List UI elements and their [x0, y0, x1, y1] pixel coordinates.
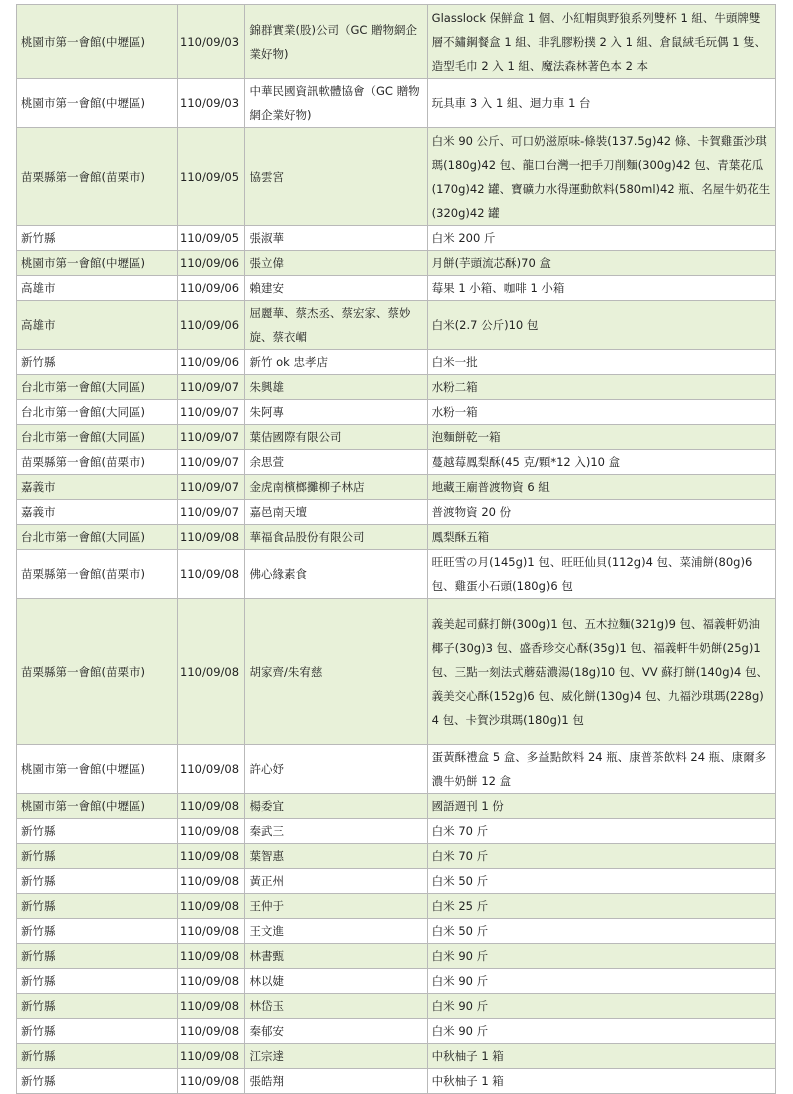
branch-cell: 新竹縣 — [17, 994, 178, 1019]
date-cell: 110/09/08 — [178, 994, 245, 1019]
items-cell: 白米 70 斤 — [427, 819, 775, 844]
donor-cell: 協雲宮 — [245, 128, 427, 226]
items-cell: 白米 200 斤 — [427, 226, 775, 251]
table-row — [17, 919, 776, 944]
items-cell: 泡麵餅乾一箱 — [427, 425, 775, 450]
items-cell: 義美起司蘇打餅(300g)1 包、五木拉麵(321g)9 包、福義軒奶油椰子(30g)3 包、盛香珍交心酥(35g)1 包、福義軒牛奶餅(25g)1 包、三點一刻法式蘑菇濃湯(18g)10 包、VV 蘇打餅(140g)4 包、義美交心酥(152g)6 包、威化餅(130g)4 包、九福沙琪瑪(228g)4 包、卡賀沙琪瑪(180g)1 包 — [427, 599, 775, 745]
table-row — [17, 599, 776, 745]
items-cell: 蛋黃酥禮盒 5 盒、多益點飲料 24 瓶、康普茶飲料 24 瓶、康爾多濃牛奶餅 12 盒 — [427, 745, 775, 794]
date-cell: 110/09/08 — [178, 969, 245, 994]
branch-cell: 新竹縣 — [17, 894, 178, 919]
branch-cell: 桃園市第一會館(中壢區) — [17, 251, 178, 276]
donor-cell: 葉智惠 — [245, 844, 427, 869]
table-row — [17, 350, 776, 375]
branch-cell: 台北市第一會館(大同區) — [17, 400, 178, 425]
date-cell: 110/09/07 — [178, 500, 245, 525]
date-cell: 110/09/08 — [178, 944, 245, 969]
table-row — [17, 1044, 776, 1069]
donor-cell: 秦武三 — [245, 819, 427, 844]
date-cell: 110/09/03 — [178, 79, 245, 128]
donor-cell: 楊委宜 — [245, 794, 427, 819]
date-cell: 110/09/08 — [178, 525, 245, 550]
date-cell: 110/09/07 — [178, 450, 245, 475]
branch-cell: 台北市第一會館(大同區) — [17, 375, 178, 400]
table-row — [17, 226, 776, 251]
donor-cell: 江宗達 — [245, 1044, 427, 1069]
branch-cell: 新竹縣 — [17, 844, 178, 869]
donor-cell: 朱阿專 — [245, 400, 427, 425]
table-row — [17, 745, 776, 794]
donor-cell: 余思萱 — [245, 450, 427, 475]
items-cell: 國語週刊 1 份 — [427, 794, 775, 819]
date-cell: 110/09/06 — [178, 276, 245, 301]
table-row — [17, 794, 776, 819]
table-row — [17, 301, 776, 350]
branch-cell: 苗栗縣第一會館(苗栗市) — [17, 599, 178, 745]
donor-cell: 秦郁安 — [245, 1019, 427, 1044]
table-row — [17, 894, 776, 919]
donor-cell: 張皓翔 — [245, 1069, 427, 1094]
donation-table-body — [17, 5, 776, 1094]
branch-cell: 嘉義市 — [17, 475, 178, 500]
date-cell: 110/09/08 — [178, 599, 245, 745]
items-cell: 白米 70 斤 — [427, 844, 775, 869]
items-cell: 白米一批 — [427, 350, 775, 375]
donor-cell: 佛心緣素食 — [245, 550, 427, 599]
date-cell: 110/09/08 — [178, 745, 245, 794]
donor-cell: 許心妤 — [245, 745, 427, 794]
donor-cell: 林書甄 — [245, 944, 427, 969]
table-row — [17, 128, 776, 226]
table-row — [17, 869, 776, 894]
branch-cell: 新竹縣 — [17, 919, 178, 944]
table-row — [17, 5, 776, 79]
branch-cell: 新竹縣 — [17, 1044, 178, 1069]
branch-cell: 台北市第一會館(大同區) — [17, 425, 178, 450]
items-cell: 白米 90 斤 — [427, 994, 775, 1019]
date-cell: 110/09/08 — [178, 844, 245, 869]
table-row — [17, 276, 776, 301]
branch-cell: 桃園市第一會館(中壢區) — [17, 794, 178, 819]
date-cell: 110/09/08 — [178, 1069, 245, 1094]
donor-cell: 朱興雄 — [245, 375, 427, 400]
items-cell: 玩具車 3 入 1 組、迴力車 1 台 — [427, 79, 775, 128]
date-cell: 110/09/08 — [178, 550, 245, 599]
table-row — [17, 425, 776, 450]
branch-cell: 新竹縣 — [17, 1019, 178, 1044]
donor-cell: 屈麗華、蔡杰丞、蔡宏家、蔡妙旋、蔡衣嵋 — [245, 301, 427, 350]
items-cell: 莓果 1 小箱、咖啡 1 小箱 — [427, 276, 775, 301]
donor-cell: 賴建安 — [245, 276, 427, 301]
items-cell: 白米 50 斤 — [427, 869, 775, 894]
donor-cell: 中華民國資訊軟體協會（GC 贈物網企業好物) — [245, 79, 427, 128]
donor-cell: 胡家齊/朱宥慈 — [245, 599, 427, 745]
items-cell: 水粉二箱 — [427, 375, 775, 400]
donor-cell: 張立偉 — [245, 251, 427, 276]
items-cell: 白米 25 斤 — [427, 894, 775, 919]
items-cell: 地藏王廟普渡物資 6 組 — [427, 475, 775, 500]
branch-cell: 新竹縣 — [17, 350, 178, 375]
donor-cell: 林岱玉 — [245, 994, 427, 1019]
date-cell: 110/09/08 — [178, 919, 245, 944]
donor-cell: 王文進 — [245, 919, 427, 944]
table-row — [17, 251, 776, 276]
donor-cell: 王仲于 — [245, 894, 427, 919]
items-cell: 白米 90 斤 — [427, 969, 775, 994]
branch-cell: 新竹縣 — [17, 944, 178, 969]
date-cell: 110/09/07 — [178, 425, 245, 450]
items-cell: 白米 90 斤 — [427, 1019, 775, 1044]
items-cell: 中秋柚子 1 箱 — [427, 1069, 775, 1094]
table-row — [17, 819, 776, 844]
date-cell: 110/09/03 — [178, 5, 245, 79]
date-cell: 110/09/06 — [178, 251, 245, 276]
branch-cell: 新竹縣 — [17, 969, 178, 994]
branch-cell: 新竹縣 — [17, 869, 178, 894]
items-cell: 白米(2.7 公斤)10 包 — [427, 301, 775, 350]
items-cell: 白米 90 斤 — [427, 944, 775, 969]
date-cell: 110/09/07 — [178, 475, 245, 500]
date-cell: 110/09/06 — [178, 301, 245, 350]
date-cell: 110/09/07 — [178, 400, 245, 425]
table-row — [17, 844, 776, 869]
date-cell: 110/09/08 — [178, 819, 245, 844]
branch-cell: 苗栗縣第一會館(苗栗市) — [17, 128, 178, 226]
table-row — [17, 944, 776, 969]
branch-cell: 苗栗縣第一會館(苗栗市) — [17, 450, 178, 475]
branch-cell: 新竹縣 — [17, 819, 178, 844]
donor-cell: 嘉邑南天壇 — [245, 500, 427, 525]
items-cell: 水粉一箱 — [427, 400, 775, 425]
branch-cell: 苗栗縣第一會館(苗栗市) — [17, 550, 178, 599]
items-cell: 白米 90 公斤、可口奶滋原味-條裝(137.5g)42 條、卡賀雞蛋沙琪瑪(180g)42 包、龍口台灣一把手刀削麵(300g)42 包、青葉花瓜(170g)42 罐、寶礦力水得運動飲料(580ml)42 瓶、名屋牛奶花生(320g)42 罐 — [427, 128, 775, 226]
table-row — [17, 994, 776, 1019]
donation-table-wrapper — [16, 4, 776, 1094]
donor-cell: 黃正州 — [245, 869, 427, 894]
branch-cell: 新竹縣 — [17, 226, 178, 251]
items-cell: 白米 50 斤 — [427, 919, 775, 944]
items-cell: Glasslock 保鮮盒 1 個、小紅帽與野狼系列雙杯 1 組、牛頭牌雙層不鏽鋼餐盒 1 組、非乳膠粉撲 2 入 1 組、倉鼠絨毛玩偶 1 隻、造型毛巾 2 入 1 組、魔法森林著色本 2 本 — [427, 5, 775, 79]
table-row — [17, 969, 776, 994]
branch-cell: 新竹縣 — [17, 1069, 178, 1094]
items-cell: 蔓越莓鳳梨酥(45 克/顆*12 入)10 盒 — [427, 450, 775, 475]
branch-cell: 桃園市第一會館(中壢區) — [17, 745, 178, 794]
date-cell: 110/09/08 — [178, 869, 245, 894]
table-row — [17, 79, 776, 128]
date-cell: 110/09/08 — [178, 1044, 245, 1069]
donor-cell: 林以婕 — [245, 969, 427, 994]
branch-cell: 高雄市 — [17, 301, 178, 350]
branch-cell: 桃園市第一會館(中壢區) — [17, 5, 178, 79]
branch-cell: 台北市第一會館(大同區) — [17, 525, 178, 550]
table-row — [17, 400, 776, 425]
items-cell: 中秋柚子 1 箱 — [427, 1044, 775, 1069]
date-cell: 110/09/08 — [178, 894, 245, 919]
donation-table — [16, 4, 776, 1094]
table-row — [17, 475, 776, 500]
date-cell: 110/09/05 — [178, 226, 245, 251]
date-cell: 110/09/08 — [178, 794, 245, 819]
donor-cell: 新竹 ok 忠孝店 — [245, 350, 427, 375]
branch-cell: 桃園市第一會館(中壢區) — [17, 79, 178, 128]
branch-cell: 嘉義市 — [17, 500, 178, 525]
donor-cell: 錦群實業(股)公司（GC 贈物網企業好物) — [245, 5, 427, 79]
table-row — [17, 1069, 776, 1094]
items-cell: 旺旺雪の月(145g)1 包、旺旺仙貝(112g)4 包、菜浦餅(80g)6 包、雞蛋小石頭(180g)6 包 — [427, 550, 775, 599]
items-cell: 鳳梨酥五箱 — [427, 525, 775, 550]
table-row — [17, 550, 776, 599]
date-cell: 110/09/06 — [178, 350, 245, 375]
table-row — [17, 450, 776, 475]
table-row — [17, 525, 776, 550]
items-cell: 月餅(芋頭流芯酥)70 盒 — [427, 251, 775, 276]
branch-cell: 高雄市 — [17, 276, 178, 301]
date-cell: 110/09/07 — [178, 375, 245, 400]
items-cell: 普渡物資 20 份 — [427, 500, 775, 525]
date-cell: 110/09/08 — [178, 1019, 245, 1044]
table-row — [17, 375, 776, 400]
donor-cell: 華福食品股份有限公司 — [245, 525, 427, 550]
donor-cell: 葉佶國際有限公司 — [245, 425, 427, 450]
table-row — [17, 500, 776, 525]
donor-cell: 金虎南檳榔攤柳子林店 — [245, 475, 427, 500]
table-row — [17, 1019, 776, 1044]
donor-cell: 張淑華 — [245, 226, 427, 251]
date-cell: 110/09/05 — [178, 128, 245, 226]
